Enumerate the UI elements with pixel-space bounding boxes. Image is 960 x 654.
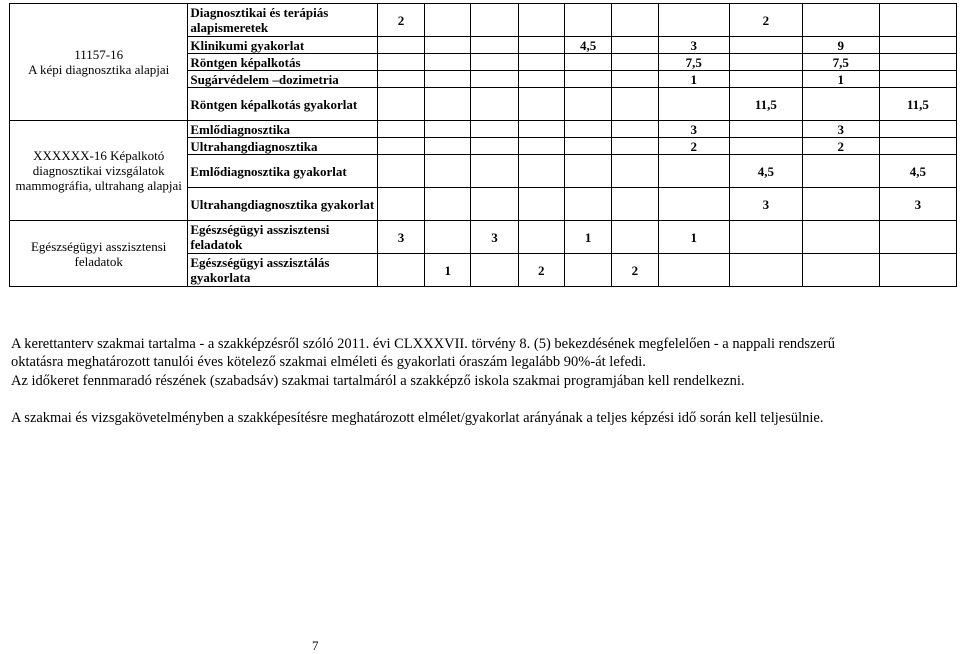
hours-cell: 3 (658, 121, 730, 138)
hours-cell (564, 254, 611, 287)
hours-cell (612, 54, 658, 71)
hours-cell (879, 221, 956, 254)
hours-cell (471, 254, 518, 287)
hours-cell (518, 188, 564, 221)
hours-cell (471, 37, 518, 54)
hours-cell (471, 71, 518, 88)
hours-cell (425, 138, 471, 155)
hours-cell (802, 188, 879, 221)
hours-cell (425, 71, 471, 88)
module-code: 11157-16 (74, 47, 124, 62)
hours-cell: 1 (658, 221, 730, 254)
hours-cell (612, 88, 658, 121)
hours-cell (471, 54, 518, 71)
hours-cell (564, 138, 611, 155)
hours-cell (658, 155, 730, 188)
note-paragraph-1-line-3: Az időkeret fennmaradó részének (szabadsáv) szakmai tartalmáról a szakképző iskola szakmai programjában kell rendelkezni. (11, 373, 745, 389)
hours-cell (802, 254, 879, 287)
hours-cell (471, 4, 518, 37)
hours-cell (658, 188, 730, 221)
hours-cell (612, 121, 658, 138)
hours-cell (564, 71, 611, 88)
subject-cell: Diagnosztikai és terápiás alapismeretek (188, 4, 377, 37)
subject-cell: Röntgen képalkotás (188, 54, 377, 71)
hours-cell: 1 (658, 71, 730, 88)
hours-cell (425, 121, 471, 138)
module-code: XXXXXX-16 Képalkotó (33, 148, 165, 163)
hours-cell: 1 (802, 71, 879, 88)
hours-cell (802, 155, 879, 188)
hours-cell (377, 71, 424, 88)
hours-cell (658, 88, 730, 121)
hours-cell (471, 88, 518, 121)
hours-cell: 1 (564, 221, 611, 254)
hours-cell: 2 (377, 4, 424, 37)
subject-cell: Sugárvédelem –dozimetria (188, 71, 377, 88)
hours-cell (377, 37, 424, 54)
hours-cell (425, 37, 471, 54)
hours-cell (518, 71, 564, 88)
hours-cell (730, 254, 803, 287)
hours-cell (425, 54, 471, 71)
hours-cell (425, 155, 471, 188)
hours-cell (425, 4, 471, 37)
hours-cell (612, 37, 658, 54)
hours-cell (471, 121, 518, 138)
hours-cell (564, 188, 611, 221)
module-cell (10, 221, 188, 287)
hours-cell (730, 71, 803, 88)
hours-cell: 1 (425, 254, 471, 287)
hours-cell (377, 138, 424, 155)
hours-cell: 2 (802, 138, 879, 155)
hours-cell (658, 254, 730, 287)
hours-cell (879, 121, 956, 138)
hours-cell (564, 121, 611, 138)
table-row (10, 221, 957, 254)
hours-cell: 3 (879, 188, 956, 221)
subject-cell: Egészségügyi asszisztensi feladatok (188, 221, 377, 254)
hours-cell: 4,5 (730, 155, 803, 188)
module-cell (10, 4, 188, 121)
hours-cell: 4,5 (564, 37, 611, 54)
hours-cell (377, 254, 424, 287)
hours-cell (730, 121, 803, 138)
hours-cell: 7,5 (658, 54, 730, 71)
hours-cell (471, 188, 518, 221)
hours-cell (730, 138, 803, 155)
module-name: A képi diagnosztika alapjai (28, 62, 170, 77)
hours-cell (471, 155, 518, 188)
hours-cell: 3 (802, 121, 879, 138)
curriculum-table (9, 3, 957, 287)
hours-cell (564, 155, 611, 188)
hours-cell: 4,5 (879, 155, 956, 188)
hours-cell (612, 4, 658, 37)
hours-cell (879, 138, 956, 155)
table-row (10, 4, 957, 37)
hours-cell: 3 (658, 37, 730, 54)
hours-cell (518, 88, 564, 121)
hours-cell (879, 254, 956, 287)
hours-cell (612, 71, 658, 88)
hours-cell: 7,5 (802, 54, 879, 71)
hours-cell (730, 37, 803, 54)
subject-cell: Ultrahangdiagnosztika (188, 138, 377, 155)
hours-cell (879, 37, 956, 54)
hours-cell (377, 88, 424, 121)
hours-cell: 2 (658, 138, 730, 155)
hours-cell (879, 71, 956, 88)
hours-cell (879, 54, 956, 71)
hours-cell (425, 188, 471, 221)
subject-cell: Ultrahangdiagnosztika gyakorlat (188, 188, 377, 221)
hours-cell (518, 221, 564, 254)
hours-cell: 11,5 (879, 88, 956, 121)
subject-cell: Egészségügyi asszisztálás gyakorlata (188, 254, 377, 287)
hours-cell (658, 4, 730, 37)
subject-cell: Röntgen képalkotás gyakorlat (188, 88, 377, 121)
subject-cell: Emlődiagnosztika gyakorlat (188, 155, 377, 188)
module-name: diagnosztikai vizsgálatok mammográfia, ultrahang alapjai (15, 163, 182, 193)
hours-cell (802, 221, 879, 254)
hours-cell: 2 (518, 254, 564, 287)
hours-cell: 2 (612, 254, 658, 287)
hours-cell (377, 54, 424, 71)
hours-cell (377, 121, 424, 138)
hours-cell: 3 (730, 188, 803, 221)
hours-cell (518, 121, 564, 138)
hours-cell (471, 138, 518, 155)
module-cell (10, 121, 188, 221)
hours-cell (425, 88, 471, 121)
hours-cell (730, 54, 803, 71)
page-number: 7 (312, 638, 319, 653)
table-row (10, 121, 957, 138)
hours-cell (564, 4, 611, 37)
hours-cell: 2 (730, 4, 803, 37)
subject-cell: Emlődiagnosztika (188, 121, 377, 138)
hours-cell (518, 138, 564, 155)
hours-cell (564, 54, 611, 71)
note-paragraph-1-line-1: A kerettanterv szakmai tartalma - a szakképzésről szóló 2011. évi CLXXXVII. törvény 8. (5) bekezdésének megfelelően - a nappali rendszerű (11, 336, 836, 352)
hours-cell (612, 221, 658, 254)
module-name: Egészségügyi asszisztensi feladatok (30, 238, 167, 269)
hours-cell (518, 37, 564, 54)
note-paragraph-2: A szakmai és vizsgakövetelményben a szakképesítésre meghatározott elmélet/gyakorlat arányának a teljes képzési idő során kell teljesülnie. (11, 410, 824, 426)
hours-cell (518, 4, 564, 37)
hours-cell (879, 4, 956, 37)
hours-cell (612, 138, 658, 155)
hours-cell: 9 (802, 37, 879, 54)
hours-cell (518, 155, 564, 188)
hours-cell (612, 188, 658, 221)
hours-cell (564, 88, 611, 121)
subject-cell: Klinikumi gyakorlat (188, 37, 377, 54)
hours-cell (377, 188, 424, 221)
hours-cell: 3 (471, 221, 518, 254)
hours-cell (377, 155, 424, 188)
hours-cell (802, 88, 879, 121)
hours-cell: 11,5 (730, 88, 803, 121)
hours-cell (612, 155, 658, 188)
hours-cell (802, 4, 879, 37)
hours-cell: 3 (377, 221, 424, 254)
note-paragraph-1-line-2: oktatásra meghatározott tanulói éves kötelező szakmai elméleti és gyakorlati óraszám legalább 90%-át lefedi. (11, 354, 646, 370)
hours-cell (730, 221, 803, 254)
hours-cell (425, 221, 471, 254)
hours-cell (518, 54, 564, 71)
